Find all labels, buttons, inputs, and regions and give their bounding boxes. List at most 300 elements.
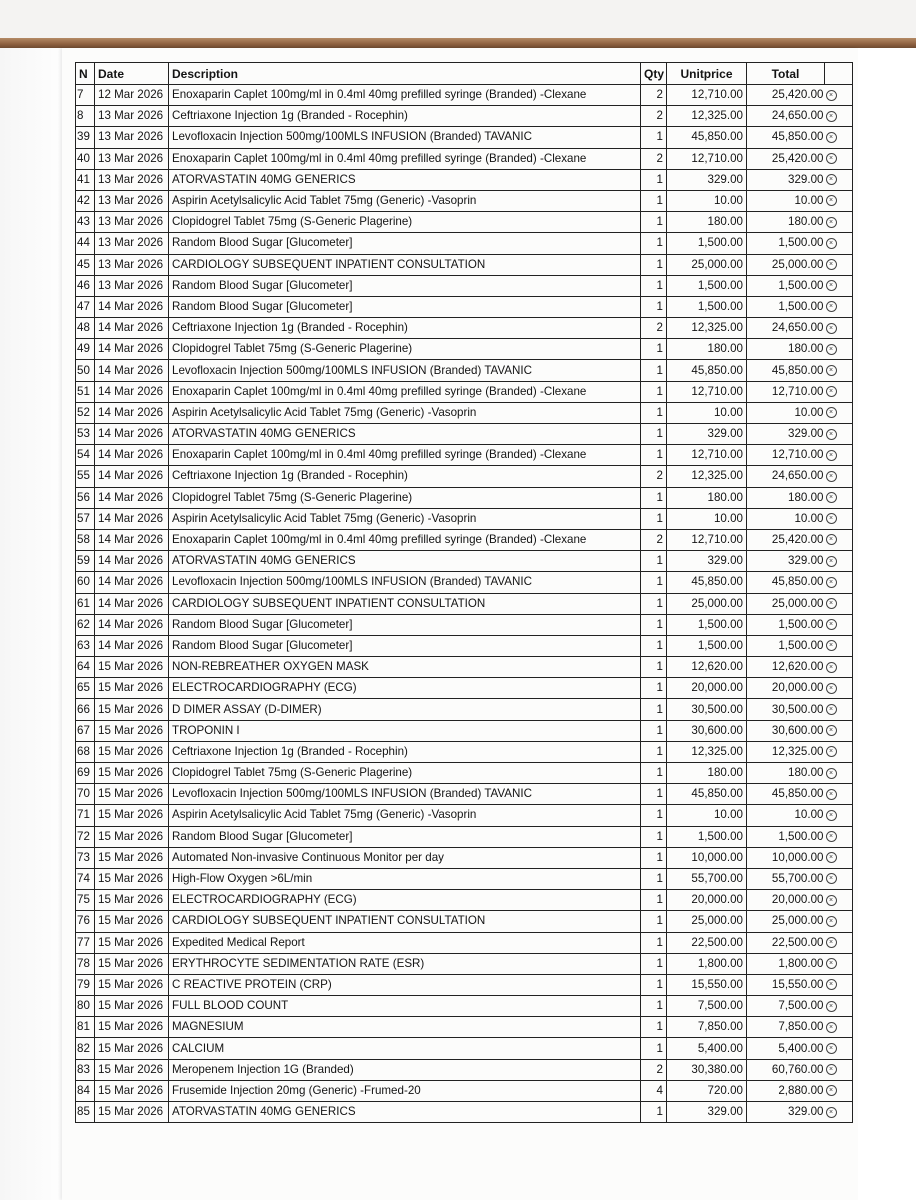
row-unitprice: 7,850.00	[667, 1017, 747, 1038]
row-description: Enoxaparin Caplet 100mg/ml in 0.4ml 40mg prefilled syringe (Branded) -Clexane	[169, 148, 641, 169]
row-number: 50	[76, 360, 95, 381]
row-total: 24,650.00	[747, 466, 825, 487]
row-description: Levofloxacin Injection 500mg/100MLS INFUSION (Branded) TAVANIC	[169, 360, 641, 381]
row-remove-cell	[825, 233, 853, 254]
row-number: 64	[76, 657, 95, 678]
row-total: 2,880.00	[747, 1080, 825, 1101]
row-total: 15,550.00	[747, 974, 825, 995]
row-unitprice: 45,850.00	[667, 360, 747, 381]
row-total: 180.00	[747, 212, 825, 233]
table-row	[76, 190, 853, 211]
remove-item-icon[interactable]: ×	[826, 217, 837, 228]
row-total: 12,325.00	[747, 741, 825, 762]
row-total: 25,420.00	[747, 85, 825, 106]
row-qty: 1	[641, 657, 667, 678]
row-remove-cell	[825, 424, 853, 445]
row-unitprice: 180.00	[667, 763, 747, 784]
row-unitprice: 1,500.00	[667, 614, 747, 635]
row-date: 14 Mar 2026	[95, 466, 169, 487]
row-date: 15 Mar 2026	[95, 826, 169, 847]
row-description: Random Blood Sugar [Glucometer]	[169, 614, 641, 635]
row-number: 71	[76, 805, 95, 826]
row-number: 53	[76, 424, 95, 445]
row-description: MAGNESIUM	[169, 1017, 641, 1038]
row-qty: 1	[641, 996, 667, 1017]
row-description: Random Blood Sugar [Glucometer]	[169, 233, 641, 254]
row-description: C REACTIVE PROTEIN (CRP)	[169, 974, 641, 995]
row-qty: 1	[641, 720, 667, 741]
table-row	[76, 868, 853, 889]
remove-item-icon[interactable]: ×	[826, 577, 837, 588]
row-description: ERYTHROCYTE SEDIMENTATION RATE (ESR)	[169, 953, 641, 974]
table-row	[76, 1102, 853, 1123]
row-number: 73	[76, 847, 95, 868]
remove-item-icon[interactable]: ×	[826, 598, 837, 609]
row-date: 13 Mar 2026	[95, 233, 169, 254]
remove-item-icon[interactable]: ×	[826, 1085, 837, 1096]
row-qty: 1	[641, 424, 667, 445]
row-unitprice: 20,000.00	[667, 890, 747, 911]
row-remove-cell	[825, 169, 853, 190]
remove-item-icon[interactable]: ×	[826, 195, 837, 206]
table-row	[76, 1017, 853, 1038]
row-qty: 1	[641, 1038, 667, 1059]
row-description: ELECTROCARDIOGRAPHY (ECG)	[169, 890, 641, 911]
row-description: Levofloxacin Injection 500mg/100MLS INFUSION (Branded) TAVANIC	[169, 572, 641, 593]
header-total: Total	[747, 63, 825, 85]
row-unitprice: 1,800.00	[667, 953, 747, 974]
row-date: 14 Mar 2026	[95, 593, 169, 614]
row-total: 10.00	[747, 402, 825, 423]
row-unitprice: 1,500.00	[667, 233, 747, 254]
row-number: 74	[76, 868, 95, 889]
row-description: Aspirin Acetylsalicylic Acid Tablet 75mg (Generic) -Vasoprin	[169, 190, 641, 211]
row-qty: 2	[641, 85, 667, 106]
row-total: 329.00	[747, 1102, 825, 1123]
table-row	[76, 339, 853, 360]
row-unitprice: 12,620.00	[667, 657, 747, 678]
row-qty: 2	[641, 148, 667, 169]
row-date: 15 Mar 2026	[95, 720, 169, 741]
row-description: NON-REBREATHER OXYGEN MASK	[169, 657, 641, 678]
row-qty: 1	[641, 784, 667, 805]
table-row	[76, 529, 853, 550]
row-qty: 1	[641, 847, 667, 868]
table-row	[76, 169, 853, 190]
remove-item-icon[interactable]: ×	[826, 513, 837, 524]
header-qty: Qty	[641, 63, 667, 85]
row-unitprice: 15,550.00	[667, 974, 747, 995]
remove-item-icon[interactable]: ×	[826, 132, 837, 143]
row-description: Enoxaparin Caplet 100mg/ml in 0.4ml 40mg prefilled syringe (Branded) -Clexane	[169, 529, 641, 550]
table-row	[76, 890, 853, 911]
row-total: 1,500.00	[747, 614, 825, 635]
row-total: 12,710.00	[747, 445, 825, 466]
row-unitprice: 329.00	[667, 424, 747, 445]
table-row	[76, 678, 853, 699]
row-total: 329.00	[747, 169, 825, 190]
table-row	[76, 741, 853, 762]
row-date: 12 Mar 2026	[95, 85, 169, 106]
table-row	[76, 148, 853, 169]
row-date: 14 Mar 2026	[95, 635, 169, 656]
row-unitprice: 720.00	[667, 1080, 747, 1101]
row-date: 15 Mar 2026	[95, 1059, 169, 1080]
row-qty: 1	[641, 127, 667, 148]
row-total: 22,500.00	[747, 932, 825, 953]
row-date: 13 Mar 2026	[95, 212, 169, 233]
remove-item-icon[interactable]: ×	[826, 1001, 837, 1012]
row-description: Ceftriaxone Injection 1g (Branded - Rocephin)	[169, 741, 641, 762]
row-remove-cell	[825, 593, 853, 614]
table-row	[76, 826, 853, 847]
remove-item-icon[interactable]: ×	[826, 958, 837, 969]
row-date: 13 Mar 2026	[95, 275, 169, 296]
row-number: 57	[76, 508, 95, 529]
remove-item-icon[interactable]: ×	[826, 344, 837, 355]
row-unitprice: 5,400.00	[667, 1038, 747, 1059]
remove-item-icon[interactable]: ×	[826, 111, 837, 122]
row-number: 65	[76, 678, 95, 699]
remove-item-icon[interactable]: ×	[826, 1107, 837, 1118]
row-number: 62	[76, 614, 95, 635]
row-remove-cell	[825, 572, 853, 593]
remove-item-icon[interactable]: ×	[826, 471, 837, 482]
row-date: 14 Mar 2026	[95, 487, 169, 508]
row-description: TROPONIN I	[169, 720, 641, 741]
remove-item-icon[interactable]: ×	[826, 768, 837, 779]
row-number: 83	[76, 1059, 95, 1080]
row-total: 60,760.00	[747, 1059, 825, 1080]
row-number: 81	[76, 1017, 95, 1038]
row-description: Meropenem Injection 1G (Branded)	[169, 1059, 641, 1080]
remove-item-icon[interactable]: ×	[826, 556, 837, 567]
row-total: 1,500.00	[747, 826, 825, 847]
row-unitprice: 10.00	[667, 805, 747, 826]
remove-item-icon[interactable]: ×	[826, 534, 837, 545]
row-number: 54	[76, 445, 95, 466]
row-remove-cell	[825, 1059, 853, 1080]
row-remove-cell	[825, 508, 853, 529]
row-date: 15 Mar 2026	[95, 953, 169, 974]
remove-item-icon[interactable]: ×	[826, 852, 837, 863]
row-remove-cell	[825, 529, 853, 550]
row-qty: 1	[641, 826, 667, 847]
table-row	[76, 445, 853, 466]
row-date: 15 Mar 2026	[95, 784, 169, 805]
row-number: 61	[76, 593, 95, 614]
remove-item-icon[interactable]: ×	[826, 979, 837, 990]
remove-item-icon[interactable]: ×	[826, 831, 837, 842]
row-date: 15 Mar 2026	[95, 657, 169, 678]
row-description: Ceftriaxone Injection 1g (Branded - Rocephin)	[169, 318, 641, 339]
row-date: 13 Mar 2026	[95, 254, 169, 275]
row-date: 14 Mar 2026	[95, 402, 169, 423]
row-date: 13 Mar 2026	[95, 169, 169, 190]
row-total: 7,850.00	[747, 1017, 825, 1038]
row-total: 25,420.00	[747, 529, 825, 550]
table-row	[76, 657, 853, 678]
row-remove-cell	[825, 614, 853, 635]
row-qty: 1	[641, 445, 667, 466]
row-description: High-Flow Oxygen >6L/min	[169, 868, 641, 889]
remove-item-icon[interactable]: ×	[826, 916, 837, 927]
row-description: Random Blood Sugar [Glucometer]	[169, 826, 641, 847]
remove-item-icon[interactable]: ×	[826, 640, 837, 651]
row-qty: 1	[641, 741, 667, 762]
table-row	[76, 296, 853, 317]
row-qty: 1	[641, 763, 667, 784]
table-row	[76, 233, 853, 254]
row-description: Frusemide Injection 20mg (Generic) -Frumed-20	[169, 1080, 641, 1101]
table-row	[76, 381, 853, 402]
remove-item-icon[interactable]: ×	[826, 895, 837, 906]
row-date: 14 Mar 2026	[95, 572, 169, 593]
table-row	[76, 127, 853, 148]
remove-item-icon[interactable]: ×	[826, 90, 837, 101]
row-unitprice: 329.00	[667, 169, 747, 190]
row-number: 44	[76, 233, 95, 254]
row-total: 30,600.00	[747, 720, 825, 741]
row-description: Ceftriaxone Injection 1g (Branded - Rocephin)	[169, 466, 641, 487]
row-number: 8	[76, 106, 95, 127]
row-description: Aspirin Acetylsalicylic Acid Tablet 75mg (Generic) -Vasoprin	[169, 402, 641, 423]
row-unitprice: 25,000.00	[667, 911, 747, 932]
row-total: 1,500.00	[747, 296, 825, 317]
row-total: 30,500.00	[747, 699, 825, 720]
row-remove-cell	[825, 190, 853, 211]
row-remove-cell	[825, 296, 853, 317]
remove-item-icon[interactable]: ×	[826, 301, 837, 312]
table-row	[76, 360, 853, 381]
row-unitprice: 25,000.00	[667, 254, 747, 275]
row-qty: 1	[641, 572, 667, 593]
row-description: Random Blood Sugar [Glucometer]	[169, 275, 641, 296]
remove-item-icon[interactable]: ×	[826, 238, 837, 249]
row-unitprice: 45,850.00	[667, 572, 747, 593]
row-number: 82	[76, 1038, 95, 1059]
row-qty: 2	[641, 318, 667, 339]
row-unitprice: 22,500.00	[667, 932, 747, 953]
line-items-body	[76, 85, 853, 1123]
remove-item-icon[interactable]: ×	[826, 280, 837, 291]
row-description: CALCIUM	[169, 1038, 641, 1059]
row-description: Automated Non-invasive Continuous Monitor per day	[169, 847, 641, 868]
row-unitprice: 12,325.00	[667, 466, 747, 487]
table-row	[76, 996, 853, 1017]
page-left-margin	[0, 48, 62, 1200]
row-number: 7	[76, 85, 95, 106]
row-number: 46	[76, 275, 95, 296]
remove-item-icon[interactable]: ×	[826, 1043, 837, 1054]
row-qty: 1	[641, 614, 667, 635]
remove-item-icon[interactable]: ×	[826, 365, 837, 376]
row-total: 1,500.00	[747, 635, 825, 656]
table-row	[76, 106, 853, 127]
row-remove-cell	[825, 953, 853, 974]
row-date: 13 Mar 2026	[95, 190, 169, 211]
row-remove-cell	[825, 85, 853, 106]
remove-item-icon[interactable]: ×	[826, 619, 837, 630]
row-date: 15 Mar 2026	[95, 763, 169, 784]
remove-item-icon[interactable]: ×	[826, 450, 837, 461]
remove-item-icon[interactable]: ×	[826, 323, 837, 334]
row-qty: 1	[641, 508, 667, 529]
row-unitprice: 12,710.00	[667, 85, 747, 106]
row-date: 14 Mar 2026	[95, 424, 169, 445]
row-unitprice: 30,380.00	[667, 1059, 747, 1080]
row-remove-cell	[825, 911, 853, 932]
row-number: 67	[76, 720, 95, 741]
row-date: 15 Mar 2026	[95, 678, 169, 699]
table-row	[76, 763, 853, 784]
row-description: CARDIOLOGY SUBSEQUENT INPATIENT CONSULTATION	[169, 254, 641, 275]
remove-item-icon[interactable]: ×	[826, 873, 837, 884]
row-qty: 1	[641, 360, 667, 381]
table-row	[76, 466, 853, 487]
table-row	[76, 572, 853, 593]
row-number: 52	[76, 402, 95, 423]
row-number: 72	[76, 826, 95, 847]
row-number: 77	[76, 932, 95, 953]
row-qty: 1	[641, 635, 667, 656]
row-date: 15 Mar 2026	[95, 932, 169, 953]
row-qty: 1	[641, 402, 667, 423]
row-unitprice: 45,850.00	[667, 784, 747, 805]
header-no: N	[76, 63, 95, 85]
row-qty: 1	[641, 487, 667, 508]
row-unitprice: 1,500.00	[667, 275, 747, 296]
row-qty: 1	[641, 974, 667, 995]
table-row	[76, 1038, 853, 1059]
row-date: 15 Mar 2026	[95, 868, 169, 889]
row-remove-cell	[825, 635, 853, 656]
remove-item-icon[interactable]: ×	[826, 704, 837, 715]
remove-item-icon[interactable]: ×	[826, 1064, 837, 1075]
row-unitprice: 7,500.00	[667, 996, 747, 1017]
row-unitprice: 45,850.00	[667, 127, 747, 148]
table-row	[76, 1059, 853, 1080]
row-unitprice: 1,500.00	[667, 826, 747, 847]
remove-item-icon[interactable]: ×	[826, 662, 837, 673]
row-date: 15 Mar 2026	[95, 974, 169, 995]
row-qty: 1	[641, 212, 667, 233]
remove-item-icon[interactable]: ×	[826, 259, 837, 270]
remove-item-icon[interactable]: ×	[826, 492, 837, 503]
row-number: 63	[76, 635, 95, 656]
row-description: Enoxaparin Caplet 100mg/ml in 0.4ml 40mg prefilled syringe (Branded) -Clexane	[169, 85, 641, 106]
row-description: CARDIOLOGY SUBSEQUENT INPATIENT CONSULTATION	[169, 593, 641, 614]
background-surface	[0, 0, 916, 40]
row-qty: 1	[641, 678, 667, 699]
row-number: 42	[76, 190, 95, 211]
remove-item-icon[interactable]: ×	[826, 683, 837, 694]
row-date: 14 Mar 2026	[95, 296, 169, 317]
row-number: 43	[76, 212, 95, 233]
row-unitprice: 1,500.00	[667, 296, 747, 317]
row-qty: 1	[641, 953, 667, 974]
row-description: FULL BLOOD COUNT	[169, 996, 641, 1017]
row-qty: 1	[641, 868, 667, 889]
row-total: 25,000.00	[747, 254, 825, 275]
row-number: 84	[76, 1080, 95, 1101]
row-remove-cell	[825, 402, 853, 423]
row-date: 14 Mar 2026	[95, 339, 169, 360]
row-total: 20,000.00	[747, 678, 825, 699]
table-row	[76, 953, 853, 974]
remove-item-icon[interactable]: ×	[826, 174, 837, 185]
row-qty: 1	[641, 233, 667, 254]
row-unitprice: 10,000.00	[667, 847, 747, 868]
table-row	[76, 635, 853, 656]
row-remove-cell	[825, 847, 853, 868]
row-remove-cell	[825, 868, 853, 889]
row-qty: 1	[641, 593, 667, 614]
row-total: 180.00	[747, 487, 825, 508]
row-qty: 1	[641, 932, 667, 953]
row-remove-cell	[825, 1080, 853, 1101]
remove-item-icon[interactable]: ×	[826, 386, 837, 397]
row-date: 13 Mar 2026	[95, 106, 169, 127]
table-row	[76, 614, 853, 635]
row-date: 15 Mar 2026	[95, 1102, 169, 1123]
row-total: 10.00	[747, 508, 825, 529]
row-total: 25,000.00	[747, 911, 825, 932]
row-total: 7,500.00	[747, 996, 825, 1017]
table-row	[76, 911, 853, 932]
row-number: 79	[76, 974, 95, 995]
row-number: 78	[76, 953, 95, 974]
row-date: 15 Mar 2026	[95, 1017, 169, 1038]
row-remove-cell	[825, 339, 853, 360]
row-total: 12,620.00	[747, 657, 825, 678]
table-row	[76, 720, 853, 741]
remove-item-icon[interactable]: ×	[826, 153, 837, 164]
remove-item-icon[interactable]: ×	[826, 746, 837, 757]
row-total: 180.00	[747, 763, 825, 784]
row-date: 13 Mar 2026	[95, 148, 169, 169]
row-description: ATORVASTATIN 40MG GENERICS	[169, 1102, 641, 1123]
row-description: D DIMER ASSAY (D-DIMER)	[169, 699, 641, 720]
row-remove-cell	[825, 974, 853, 995]
row-description: ATORVASTATIN 40MG GENERICS	[169, 169, 641, 190]
row-total: 1,500.00	[747, 233, 825, 254]
row-description: Clopidogrel Tablet 75mg (S-Generic Plagerine)	[169, 339, 641, 360]
row-total: 25,420.00	[747, 148, 825, 169]
row-number: 47	[76, 296, 95, 317]
row-total: 45,850.00	[747, 784, 825, 805]
row-total: 5,400.00	[747, 1038, 825, 1059]
row-number: 68	[76, 741, 95, 762]
row-qty: 2	[641, 106, 667, 127]
row-total: 12,710.00	[747, 381, 825, 402]
row-description: Enoxaparin Caplet 100mg/ml in 0.4ml 40mg prefilled syringe (Branded) -Clexane	[169, 445, 641, 466]
wooden-table-edge	[0, 38, 916, 48]
table-row	[76, 805, 853, 826]
row-qty: 1	[641, 296, 667, 317]
remove-item-icon[interactable]: ×	[826, 407, 837, 418]
remove-item-icon[interactable]: ×	[826, 937, 837, 948]
remove-item-icon[interactable]: ×	[826, 789, 837, 800]
row-description: Aspirin Acetylsalicylic Acid Tablet 75mg (Generic) -Vasoprin	[169, 805, 641, 826]
remove-item-icon[interactable]: ×	[826, 725, 837, 736]
row-number: 41	[76, 169, 95, 190]
row-number: 66	[76, 699, 95, 720]
remove-item-icon[interactable]: ×	[826, 1022, 837, 1033]
remove-item-icon[interactable]: ×	[826, 810, 837, 821]
remove-item-icon[interactable]: ×	[826, 429, 837, 440]
table-row	[76, 847, 853, 868]
